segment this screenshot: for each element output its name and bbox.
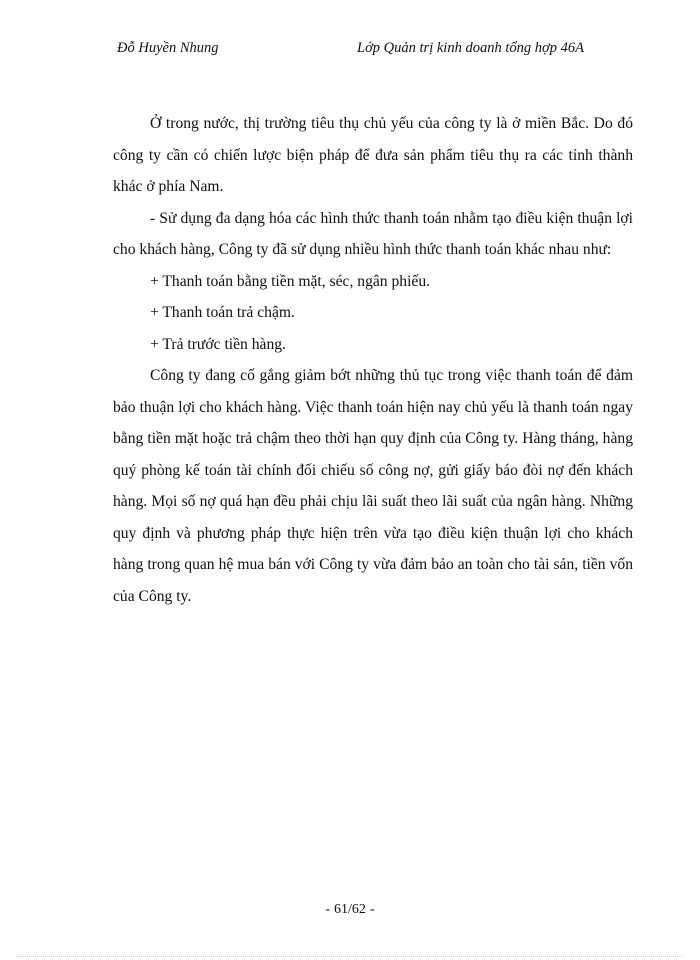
page-header (0, 40, 700, 60)
list-item-prepayment: + Trả trước tiền hàng. (150, 335, 286, 353)
list-item-deferred-payment: + Thanh toán trả chậm. (150, 304, 295, 321)
document-body (113, 108, 633, 612)
page-number: 61/62 (334, 902, 366, 917)
header-author: Đỗ Huyền Nhung (117, 40, 219, 56)
footer-dash-left: - (325, 902, 331, 917)
page-footer (0, 902, 700, 918)
footer-dash-right: - (369, 902, 375, 917)
page-bottom-border (18, 956, 682, 957)
paragraph-domestic-market: Ở trong nước, thị trường tiêu thụ chủ yếu của công ty là ở miền Bắc. Do đó công ty cần có chiến lược biện pháp để đưa sản phẩm tiêu thụ ra các tỉnh thành khác ở phía Nam. (113, 115, 633, 195)
paragraph-payment-procedures: Công ty đang cố gắng giảm bớt những thủ tục trong việc thanh toán để đảm bảo thuận lợi cho khách hàng. Việc thanh toán hiện nay chủ yếu là thanh toán ngay bằng tiền mặt hoặc trả chậm theo thời hạn quy định của Công ty. Hàng tháng, hàng quý phòng kế toán tài chính đối chiếu số công nợ, gửi giấy báo đòi nợ đến khách hàng. Mọi số nợ quá hạn đều phải chịu lãi suất theo lãi suất của ngân hàng. Những quy định và phương pháp thực hiện trên vừa tạo điều kiện thuận lợi cho khách hàng trong quan hệ mua bán với Công ty vừa đảm bảo an toàn cho tài sản, tiền vốn của Công ty. (113, 367, 633, 605)
paragraph-payment-methods-intro: - Sử dụng đa dạng hóa các hình thức thanh toán nhằm tạo điều kiện thuận lợi cho khách hàng, Công ty đã sử dụng nhiều hình thức thanh toán khác nhau như: (113, 209, 633, 258)
header-class-name: Lớp Quản trị kinh doanh tổng hợp 46A (357, 40, 584, 56)
list-item-cash-payment: + Thanh toán bằng tiền mặt, séc, ngân phiếu. (150, 272, 431, 290)
